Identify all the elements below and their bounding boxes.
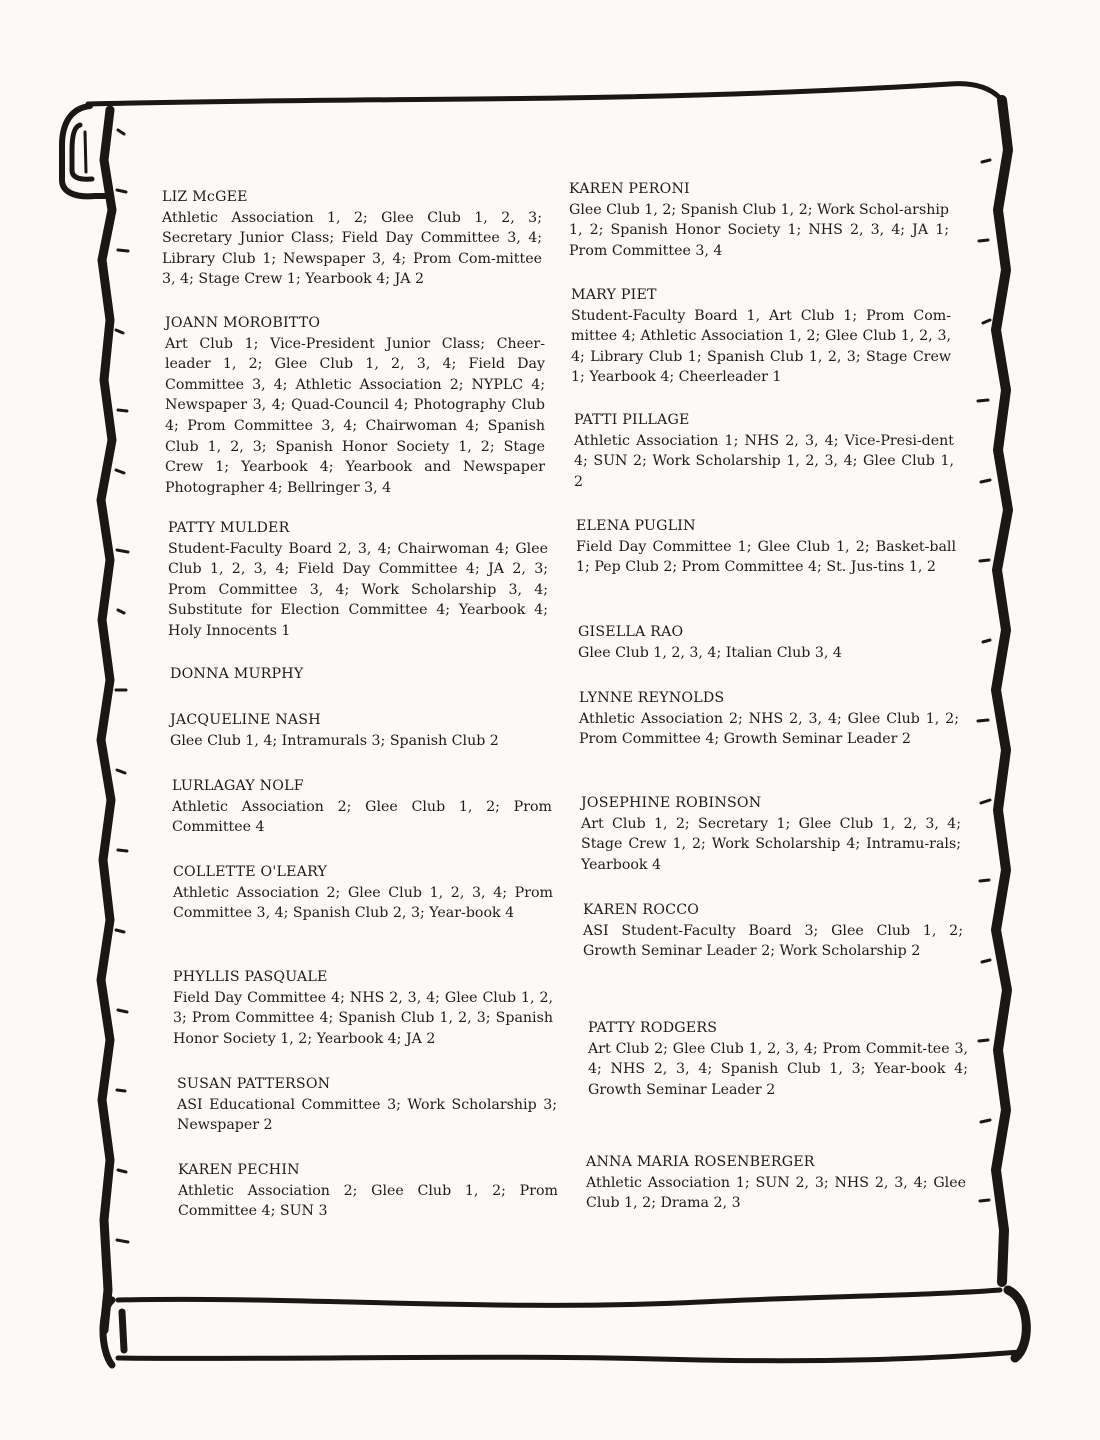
student-name: KAREN PECHIN — [178, 1162, 300, 1178]
student-entry — [173, 967, 553, 1049]
student-name: PHYLLIS PASQUALE — [173, 969, 328, 985]
student-activities: Field Day Committee 1; Glee Club 1, 2; Basket-ball 1; Pep Club 2; Prom Committee 4; St. Jus-tins 1, 2 — [576, 538, 956, 576]
student-activities: Art Club 2; Glee Club 1, 2, 3, 4; Prom Commit-tee 3, 4; NHS 2, 3, 4; Spanish Club 1, 3; Year-book 4; Growth Seminar Leader 2 — [588, 1040, 968, 1098]
student-name: JOANN MOROBITTO — [165, 315, 321, 331]
scroll-bottom-edge-lower — [118, 1352, 1020, 1361]
student-name: PATTY RODGERS — [588, 1020, 718, 1036]
student-activities: Student-Faculty Board 1, Art Club 1; Prom Com-mittee 4; Athletic Association 1, 2; Glee Club 1, 2, 3, 4; Library Club 1; Spanish Club 1, 2, 3; Stage Crew 1; Yearbook 4; Cheerleader 1 — [571, 307, 951, 386]
student-activities: Athletic Association 1; SUN 2, 3; NHS 2, 3, 4; Glee Club 1, 2; Drama 2, 3 — [586, 1174, 966, 1212]
student-activities: ASI Student-Faculty Board 3; Glee Club 1, 2; Growth Seminar Leader 2; Work Scholarship 2 — [583, 922, 963, 960]
student-entry — [579, 688, 959, 750]
student-activities: Athletic Association 2; Glee Club 1, 2; Prom Committee 4; SUN 3 — [178, 1182, 558, 1220]
student-entry — [571, 285, 951, 388]
student-entry — [569, 179, 949, 261]
student-activities: Athletic Association 1, 2; Glee Club 1, 2, 3; Secretary Junior Class; Field Day Committee 3, 4; Library Club 1; Newspaper 3, 4; Prom Com-mittee 3, 4; Stage Crew 1; Yearbook 4; JA 2 — [162, 209, 542, 288]
student-activities: Field Day Committee 4; NHS 2, 3, 4; Glee Club 1, 2, 3; Prom Committee 4; Spanish Club 1, 2, 3; Spanish Honor Society 1, 2; Yearbook 4; JA 2 — [173, 989, 553, 1047]
student-entry — [173, 862, 553, 924]
student-name: LYNNE REYNOLDS — [579, 690, 725, 706]
student-name: PATTY MULDER — [168, 520, 290, 536]
scroll-left-edge — [101, 110, 112, 1330]
student-name: JACQUELINE NASH — [170, 712, 321, 728]
student-activities: Athletic Association 1; NHS 2, 3, 4; Vice-Presi-dent 4; SUN 2; Work Scholarship 1, 2, 3, 4; Glee Club 1, 2 — [574, 432, 954, 490]
student-entry — [576, 516, 956, 578]
student-activities: Student-Faculty Board 2, 3, 4; Chairwoman 4; Glee Club 1, 2, 3, 4; Field Day Committee 4; JA 2, 3; Prom Committee 3, 4; Work Scholarship 3, 4; Substitute for Election Committee 4; Yearbook 4; Holy Innocents 1 — [168, 540, 548, 639]
student-entry — [586, 1152, 966, 1214]
student-name: ANNA MARIA ROSENBERGER — [586, 1154, 815, 1170]
student-name: SUSAN PATTERSON — [177, 1076, 331, 1092]
student-activities: Art Club 1; Vice-President Junior Class; Cheer-leader 1, 2; Glee Club 1, 2, 3, 4; Field Day Committee 3, 4; Athletic Association 2; NYPLC 4; Newspaper 3, 4; Quad-Council 4; Photography Club 4; Prom Committee 3, 4; Chairwoman 4; Spanish Club 1, 2, 3; Spanish Honor Society 1, 2; Stage Crew 1; Yearbook 4; Yearbook and Newspaper Photographer 4; Bellringer 3, 4 — [165, 335, 545, 496]
student-activities: Art Club 1, 2; Secretary 1; Glee Club 1, 2, 3, 4; Stage Crew 1, 2; Work Scholarship 4; Intramu-rals; Yearbook 4 — [581, 815, 961, 873]
scroll-bottom-left-curl — [103, 1300, 124, 1365]
student-name: DONNA MURPHY — [170, 666, 304, 682]
student-entry — [574, 410, 954, 492]
student-name: GISELLA RAO — [578, 624, 684, 640]
student-activities: Athletic Association 2; NHS 2, 3, 4; Glee Club 1, 2; Prom Committee 4; Growth Seminar Leader 2 — [579, 710, 959, 748]
student-entry — [588, 1018, 968, 1100]
student-entry — [578, 622, 958, 663]
student-entry — [581, 793, 961, 875]
student-entry — [178, 1160, 558, 1222]
student-name: JOSEPHINE ROBINSON — [581, 795, 762, 811]
student-name: KAREN ROCCO — [583, 902, 700, 918]
student-entry — [583, 900, 963, 962]
scroll-bottom-edge-upper — [118, 1290, 1000, 1305]
student-activities: Glee Club 1, 2, 3, 4; Italian Club 3, 4 — [578, 644, 842, 661]
student-entry — [170, 710, 550, 751]
student-entry — [172, 776, 552, 838]
scroll-top-edge — [88, 84, 1000, 104]
student-entry — [168, 518, 548, 642]
student-entry — [162, 187, 542, 290]
student-activities: ASI Educational Committee 3; Work Scholarship 3; Newspaper 2 — [177, 1096, 557, 1134]
student-name: KAREN PERONI — [569, 181, 690, 197]
student-activities: Athletic Association 2; Glee Club 1, 2, 3, 4; Prom Committee 3, 4; Spanish Club 2, 3; Year-book 4 — [173, 884, 553, 922]
student-activities: Glee Club 1, 4; Intramurals 3; Spanish Club 2 — [170, 732, 499, 749]
student-entry — [170, 664, 550, 685]
student-name: PATTI PILLAGE — [574, 412, 690, 428]
student-entry — [177, 1074, 557, 1136]
student-name: MARY PIET — [571, 287, 657, 303]
scroll-right-edge — [996, 100, 1008, 1282]
student-activities: Glee Club 1, 2; Spanish Club 1, 2; Work Schol-arship 1, 2; Spanish Honor Society 1; NHS 2, 3, 4; JA 1; Prom Committee 3, 4 — [569, 201, 950, 259]
student-name: ELENA PUGLIN — [576, 518, 696, 534]
student-activities: Athletic Association 2; Glee Club 1, 2; Prom Committee 4 — [172, 798, 552, 836]
student-entry — [165, 313, 545, 498]
scroll-bottom-right-curl — [1008, 1290, 1026, 1358]
student-name: LURLAGAY NOLF — [172, 778, 304, 794]
student-name: LIZ McGEE — [162, 189, 248, 205]
student-name: COLLETTE O'LEARY — [173, 864, 328, 880]
